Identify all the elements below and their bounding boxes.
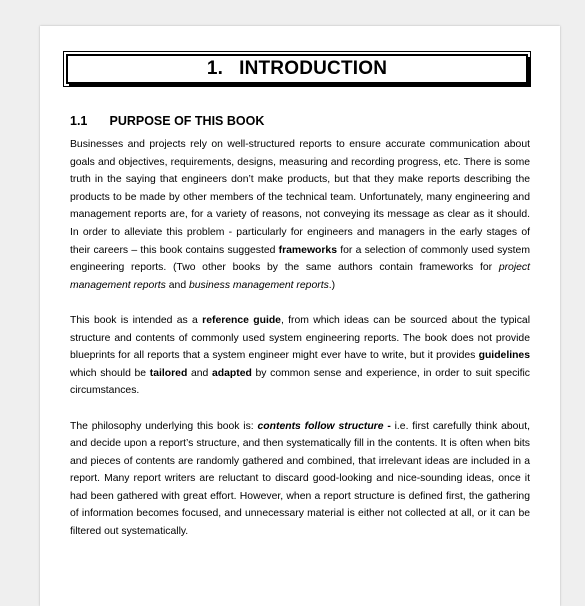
text-run: The philosophy underlying this book is: xyxy=(70,420,258,432)
text-run: .) xyxy=(328,279,336,291)
text-run: and xyxy=(187,367,212,379)
italic-term: business management reports xyxy=(189,279,329,291)
paragraph-1 xyxy=(70,136,530,294)
bold-term: guidelines xyxy=(478,350,530,362)
paragraph-2 xyxy=(70,312,530,400)
chapter-title-box xyxy=(66,54,528,84)
text-run: and xyxy=(165,279,189,291)
bold-term: adapted xyxy=(211,367,252,379)
bold-term: reference guide xyxy=(202,314,281,326)
section-number: 1.1 xyxy=(70,114,88,128)
text-run: , from which ideas can be sourced about the typical structure and contents of commonly used system engineering reports. The book does not provide blueprints for all reports that a system engineer might ever have to write, but it provides xyxy=(70,314,531,362)
bold-italic-term: contents follow structure xyxy=(257,420,384,432)
text-run: for a selection of commonly used system engineering reports. (Two other books by the same authors contain frameworks for xyxy=(70,244,530,274)
text-run: This book is intended as a xyxy=(70,314,203,326)
bold-term: - xyxy=(383,420,391,432)
text-run: which should be xyxy=(70,367,150,379)
chapter-title: INTRODUCTION xyxy=(239,58,388,79)
text-run: i.e. first carefully think about, and decide upon a report’s structure, and then systematically fill in the contents. It is often when bits and pieces of contents are randomly gathered and combined, that irrelevant ideas are included in a report. Many report writers are reluctant to discard good-looking and nice-sounding ideas, once it had been gathered with great effort. However, when a report structure is defined first, the gathering of information becomes focused, and unnecessary material is either not collected at all, or it can be filtered out systematically. xyxy=(70,420,530,538)
italic-term: project management reports xyxy=(70,262,530,291)
bold-term: tailored xyxy=(149,367,188,379)
section-title: PURPOSE OF THIS BOOK xyxy=(109,114,265,128)
document-page xyxy=(40,26,560,606)
body-text xyxy=(70,136,530,558)
text-run: Businesses and projects rely on well-structured reports to ensure accurate communication about goals and objectives, requirements, designs, measuring and recording progress, etc. There is some truth in the saying that engineers don’t make products, but that they make reports describing the products to be made by other members of the technical team. Unfortunately, many engineering and management reports are, for a variety of reasons, not conveying its message as clear as it should. In order to alleviate this problem - particularly for engineers and managers in the early stages of their careers – this book contains suggested xyxy=(70,139,530,256)
paragraph-3 xyxy=(70,418,530,541)
chapter-number: 1. xyxy=(206,58,224,79)
bold-term: frameworks xyxy=(278,244,337,256)
section-heading xyxy=(70,114,264,128)
text-run: by common sense and experience, in order to suit specific circumstances. xyxy=(70,367,530,397)
